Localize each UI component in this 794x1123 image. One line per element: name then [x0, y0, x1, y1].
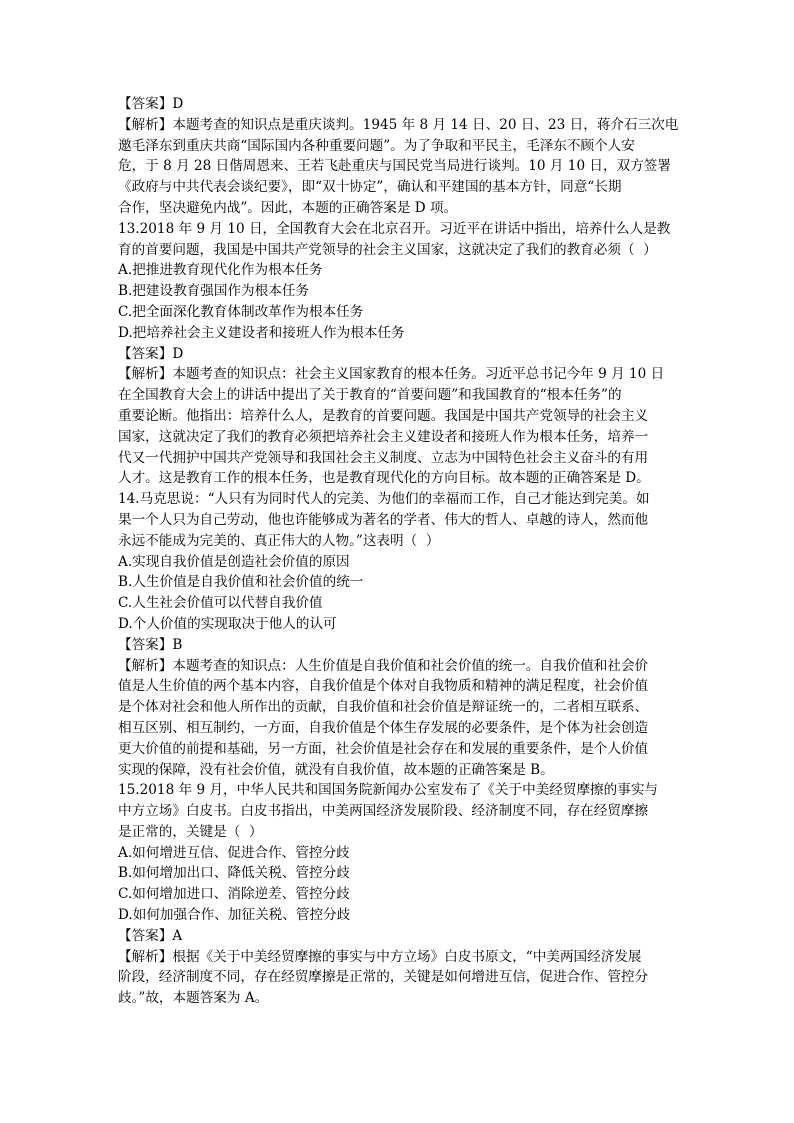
text-line: 是个体对社会和他人所作出的贡献，自我价值和社会价值是辩证统一的，二者相互联系、 [118, 699, 649, 716]
analysis-13 [118, 364, 682, 489]
text-line: D.把培养社会主义建设者和接班人作为根本任务 [118, 324, 405, 341]
text-line: 危，于 8 月 28 日偕周恩来、王若飞赴重庆与国民党当局进行谈判。10 月 10 日，双方签署 [118, 158, 671, 175]
text-line: A.实现自我价值是创造社会价值的原因 [118, 553, 350, 570]
text-line: 【答案】D [118, 96, 184, 112]
text-line: 相互区别、相互制约，一方面，自我价值是个体生存发展的必要条件，是个体为社会创造 [118, 719, 649, 736]
text-line: D.如何加强合作、加征关税、管控分歧 [118, 907, 351, 924]
answer-14 [118, 635, 682, 656]
text-line: 更大价值的前提和基础，另一方面，社会价值是社会存在和发展的重要条件，是个人价值 [118, 740, 649, 757]
text-line: 合作，坚决避免内战”。因此，本题的正确答案是 D 项。 [118, 199, 458, 216]
text-line: 【答案】A [118, 927, 183, 944]
text-line: C.人生社会价值可以代替自我价值 [118, 595, 323, 612]
text-line: 【解析】本题考查的知识点是重庆谈判。1945 年 8 月 14 日、20 日、23 日，蒋介石三次电 [118, 116, 679, 133]
text-line: 【答案】B [118, 636, 183, 653]
text-line: 重要论断。他指出：培养什么人，是教育的首要问题。我国是中国共产党领导的社会主义 [118, 407, 649, 424]
analysis-12 [118, 115, 682, 219]
text-line: 歧。”故，本题答案为 A。 [118, 990, 269, 1007]
text-line: D.个人价值的实现取决于他人的认可 [118, 615, 337, 632]
analysis-15 [118, 947, 682, 1009]
text-line: 是正常的，关键是（ ） [118, 823, 263, 840]
options-14 [118, 552, 682, 635]
text-line: 【解析】根据《关于中美经贸摩擦的事实与中方立场》白皮书原文，“中美两国经济发展 [118, 948, 642, 965]
text-line: C.如何增加进口、消除逆差、管控分歧 [118, 886, 350, 903]
question-14 [118, 489, 682, 551]
text-line: 永远不能成为完美的、真正伟大的人物。”这表明（ ） [118, 532, 440, 549]
text-line: 中方立场》白皮书。白皮书指出，中美两国经济发展阶段、经济制度不同，存在经贸摩擦 [118, 803, 649, 820]
text-line: 13.2018 年 9 月 10 日，全国教育大会在北京召开。习近平在讲话中指出，培养什么人是教 [118, 220, 671, 237]
document-body [118, 94, 682, 1009]
text-line: B.把建设教育强国作为根本任务 [118, 283, 310, 300]
text-line: 果一个人只为自己劳动，他也许能够成为著名的学者、伟大的哲人、卓越的诗人，然而他 [118, 511, 649, 528]
text-line: 《政府与中共代表会谈纪要》，即“双十协定”，确认和平建国的基本方针，同意“长期 [118, 179, 622, 196]
text-line: A.如何增进互信、促进合作、管控分歧 [118, 844, 350, 861]
options-15 [118, 843, 682, 926]
text-line: A.把推进教育现代化作为根本任务 [118, 262, 323, 279]
text-line: 代又一代拥护中国共产党领导和我国社会主义制度、立志为中国特色社会主义奋斗的有用 [118, 449, 649, 466]
answer-15 [118, 926, 682, 947]
question-13 [118, 219, 682, 261]
text-line: 14.马克思说：“人只有为同时代人的完美、为他们的幸福而工作，自己才能达到完美。如 [118, 491, 650, 508]
analysis-14 [118, 656, 682, 781]
text-line: 【答案】D [118, 345, 184, 362]
text-line: 阶段，经济制度不同，存在经贸摩擦是正常的，关键是如何增进互信，促进合作、管控分 [118, 969, 649, 986]
answer-13 [118, 344, 682, 365]
text-line: 15.2018 年 9 月，中华人民共和国国务院新闻办公室发布了《关于中美经贸摩擦的事实与 [118, 782, 659, 799]
text-line: 实现的保障，没有社会价值，就没有自我价值，故本题的正确答案是 B。 [118, 761, 554, 778]
text-line: 【解析】本题考查的知识点：社会主义国家教育的根本任务。习近平总书记今年 9 月 10 日 [118, 366, 665, 383]
text-line: C.把全面深化教育体制改革作为根本任务 [118, 303, 364, 320]
text-line: B.人生价值是自我价值和社会价值的统一 [118, 574, 364, 591]
text-line: 育的首要问题，我国是中国共产党领导的社会主义国家，这就决定了我们的教育必须（ ） [118, 241, 657, 258]
text-line: 人才。这是教育工作的根本任务，也是教育现代化的方向目标。故本题的正确答案是 D。 [118, 470, 650, 487]
text-line: 在全国教育大会上的讲话中提出了关于教育的“首要问题”和我国教育的“根本任务”的 [118, 387, 622, 404]
text-line: 邀毛泽东到重庆共商“国际国内各种重要问题”。为了争取和平民主，毛泽东不顾个人安 [118, 137, 635, 154]
text-line: 值是人生价值的两个基本内容，自我价值是个体对自我物质和精神的满足程度，社会价值 [118, 678, 649, 695]
question-15 [118, 780, 682, 842]
answer-12 [118, 94, 682, 115]
text-line: 【解析】本题考查的知识点：人生价值是自我价值和社会价值的统一。自我价值和社会价 [118, 657, 649, 674]
options-13 [118, 260, 682, 343]
text-line: 国家，这就决定了我们的教育必须把培养社会主义建设者和接班人作为根本任务，培养一 [118, 428, 649, 445]
text-line: B.如何增加出口、降低关税、管控分歧 [118, 865, 350, 882]
